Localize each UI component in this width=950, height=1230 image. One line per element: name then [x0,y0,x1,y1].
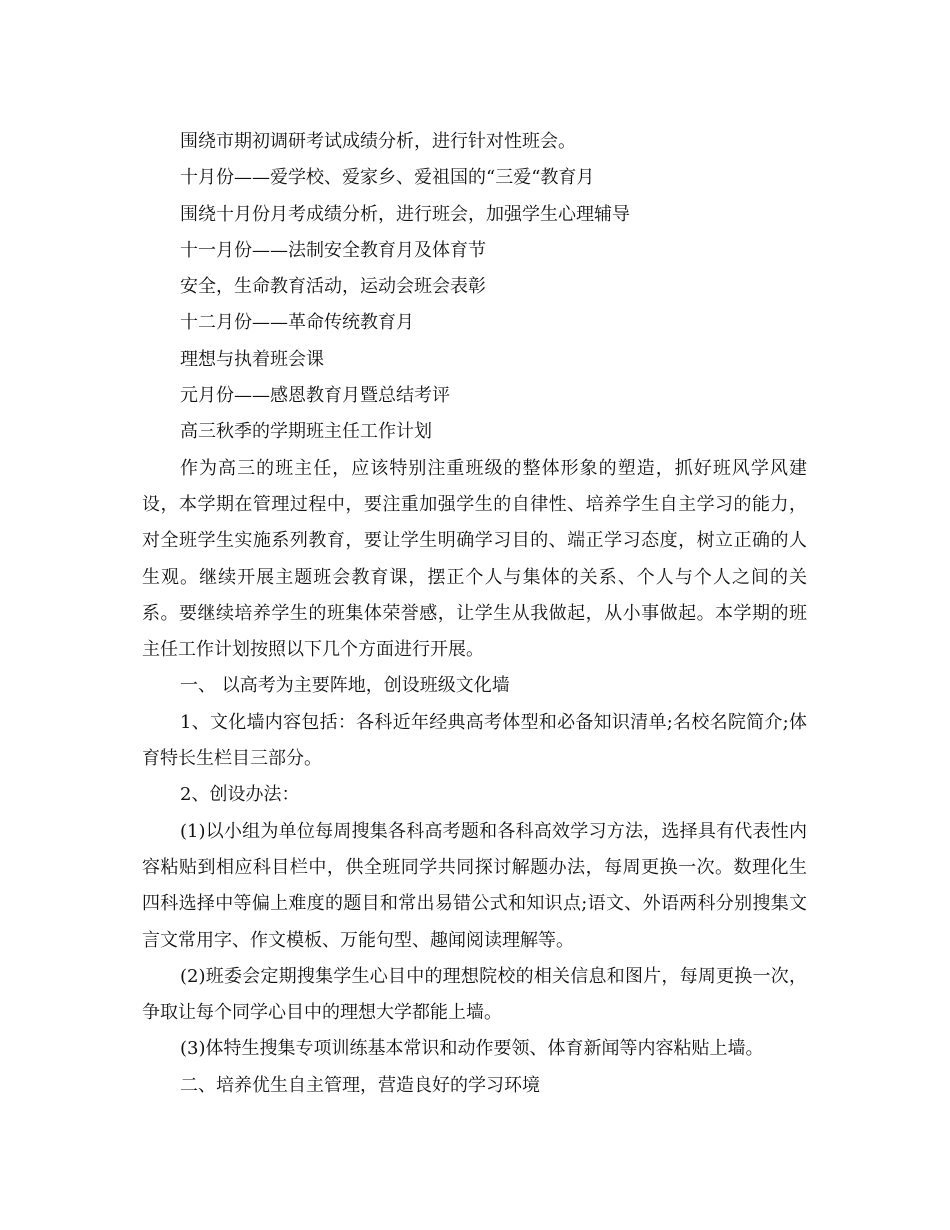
text-line: 十月份——爱学校、爱家乡、爱祖国的“三爱“教育月 [180,167,595,189]
text-line: 围绕市期初调研考试成绩分析，进行针对性班会。 [180,131,576,152]
sub-list-item: (1)以小组为单位每周搜集各科高考题和各科高效学习方法，选择具有代表性内容粘贴到相应科目栏中，供全班同学共同探讨解题办法，每周更换一次。数理化生四科选择中等偏上难度的题目和常出易错公式和知识点;语文、外语两科分别搜集文言文常用字、作文模板、万能句型、趣闻阅读理解等。 [142,820,807,951]
text-line: 十二月份——革命传统教育月 [180,312,414,334]
section-heading: 一、 以高考为主要阵地，创设班级文化墙 [180,675,510,697]
text-line: 安全，生命教育活动，运动会班会表彰 [180,276,486,298]
sub-list-item: (2)班委会定期搜集学生心目中的理想院校的相关信息和图片，每周更换一次，争取让每个同学心目中的理想大学都能上墙。 [142,965,807,1024]
section-heading: 二、培养优生自主管理，营造良好的学习环境 [180,1074,540,1096]
document-body [142,124,807,1104]
sub-list-item: (3)体特生搜集专项训练基本常识和动作要领、体育新闻等内容粘贴上墙。 [180,1038,764,1060]
intro-paragraph: 作为高三的班主任，应该特别注重班级的整体形象的塑造，抓好班风学风建设，本学期在管理过程中，要注重加强学生的自律性、培养学生自主学习的能力，对全班学生实施系列教育，要让学生明确学习目的、端正学习态度，树立正确的人生观。继续开展主题班会教育课，摆正个人与集体的关系、个人与个人之间的关系。要继续培养学生的班集体荣誉感，让学生从我做起，从小事做起。本学期的班主任工作计划按照以下几个方面进行开展。 [142,457,807,661]
section-title: 高三秋季的学期班主任工作计划 [180,421,432,443]
text-line: 十一月份——法制安全教育月及体育节 [180,239,486,261]
text-line: 元月份——感恩教育月暨总结考评 [180,385,450,407]
text-line: 围绕十月份月考成绩分析，进行班会，加强学生心理辅导 [180,203,630,225]
list-heading: 2、创设办法： [180,784,300,806]
text-line: 理想与执着班会课 [180,348,324,370]
list-item: 1、文化墙内容包括：各科近年经典高考体型和必备知识清单;名校名院简介;体育特长生栏目三部分。 [142,711,807,770]
